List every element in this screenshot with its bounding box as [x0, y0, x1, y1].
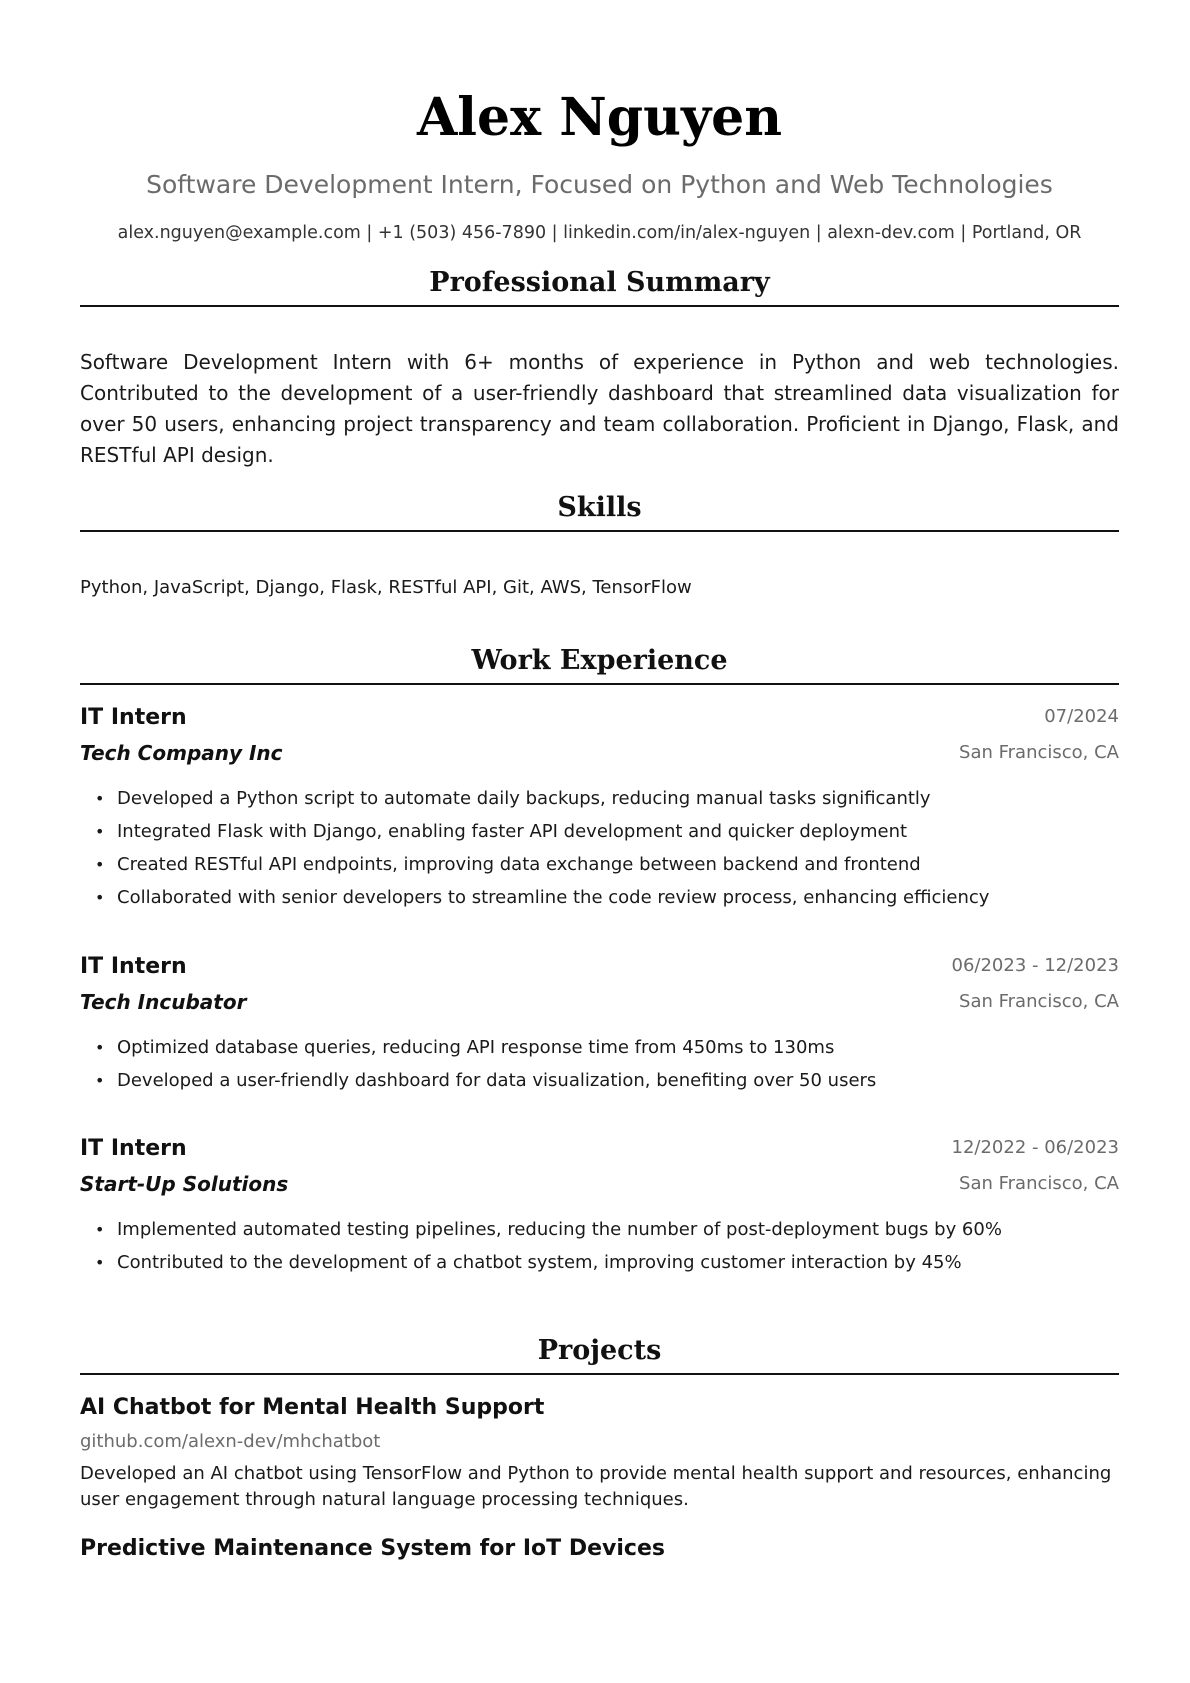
experience-heading: Work Experience	[471, 645, 728, 676]
job-bullets	[80, 782, 1119, 914]
bullet-icon: •	[95, 888, 105, 907]
job-bullet-text: Developed a user-friendly dashboard for data visualization, benefiting over 50 users	[117, 1070, 877, 1091]
job-bullets	[80, 1213, 1119, 1279]
skills-list: Python, JavaScript, Django, Flask, RESTful API, Git, AWS, TensorFlow	[80, 577, 692, 598]
job-bullet	[80, 782, 1119, 815]
job-title: IT Intern	[80, 954, 187, 979]
job-bullet-text: Developed a Python script to automate daily backups, reducing manual tasks significantly	[117, 788, 931, 809]
experience-divider	[80, 683, 1119, 685]
project-description: Developed an AI chatbot using TensorFlow and Python to provide mental health support and resources, enhancing user engagement through natural language processing techniques.	[80, 1463, 1112, 1510]
candidate-name: Alex Nguyen	[416, 87, 783, 148]
bullet-icon: •	[95, 1071, 105, 1090]
job-bullet-text: Created RESTful API endpoints, improving data exchange between backend and frontend	[117, 854, 921, 875]
job-bullet	[80, 1064, 1119, 1097]
job-bullet-text: Optimized database queries, reducing API response time from 450ms to 130ms	[117, 1037, 835, 1058]
job-bullet-text: Collaborated with senior developers to streamline the code review process, enhancing efficiency	[117, 887, 990, 908]
job-company: Tech Incubator	[80, 990, 247, 1014]
summary-divider	[80, 305, 1119, 307]
job-date: 12/2022 - 06/2023	[951, 1137, 1119, 1158]
job-location: San Francisco, CA	[959, 991, 1119, 1012]
job-bullet	[80, 1031, 1119, 1064]
job-title: IT Intern	[80, 705, 187, 730]
job-bullet	[80, 1246, 1119, 1279]
bullet-icon: •	[95, 822, 105, 841]
job-bullet-text: Integrated Flask with Django, enabling faster API development and quicker deployment	[117, 821, 908, 842]
bullet-icon: •	[95, 789, 105, 808]
job-bullets	[80, 1031, 1119, 1097]
bullet-icon: •	[95, 1220, 105, 1239]
bullet-icon: •	[95, 1038, 105, 1057]
candidate-tagline: Software Development Intern, Focused on Python and Web Technologies	[146, 170, 1053, 199]
bullet-icon: •	[95, 1253, 105, 1272]
job-bullet	[80, 881, 1119, 914]
job-bullet-text: Implemented automated testing pipelines, reducing the number of post-deployment bugs by 60%	[117, 1219, 1002, 1240]
job-company: Tech Company Inc	[80, 741, 283, 765]
contact-line: alex.nguyen@example.com | +1 (503) 456-7890 | linkedin.com/in/alex-nguyen | alexn-dev.com | Portland, OR	[117, 223, 1082, 243]
job-bullet	[80, 848, 1119, 881]
projects-divider	[80, 1373, 1119, 1375]
job-bullet-text: Contributed to the development of a chatbot system, improving customer interaction by 45%	[117, 1252, 962, 1273]
job-bullet	[80, 815, 1119, 848]
job-location: San Francisco, CA	[959, 1173, 1119, 1194]
job-date: 06/2023 - 12/2023	[951, 955, 1119, 976]
project-link[interactable]: github.com/alexn-dev/mhchatbot	[80, 1431, 381, 1452]
job-date: 07/2024	[1044, 706, 1119, 727]
bullet-icon: •	[95, 855, 105, 874]
job-title: IT Intern	[80, 1136, 187, 1161]
summary-heading: Professional Summary	[429, 267, 770, 298]
job-company: Start-Up Solutions	[80, 1172, 289, 1196]
skills-heading: Skills	[557, 492, 642, 523]
job-bullet	[80, 1213, 1119, 1246]
project-title: AI Chatbot for Mental Health Support	[80, 1395, 545, 1420]
skills-divider	[80, 530, 1119, 532]
project-title: Predictive Maintenance System for IoT Devices	[80, 1536, 665, 1561]
summary-text: Software Development Intern with 6+ months of experience in Python and web technologies. Contributed to the development of a user-friendly dashboard that streamlined data visualization for over 50 users, enhancing project transparency and team collaboration. Proficient in Django, Flask, and RESTful API design.	[80, 350, 1119, 467]
projects-heading: Projects	[537, 1335, 662, 1366]
job-location: San Francisco, CA	[959, 742, 1119, 763]
